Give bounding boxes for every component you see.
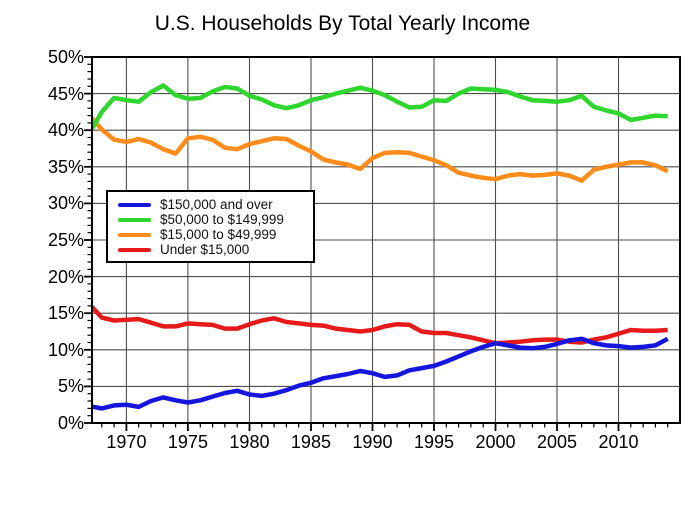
legend	[106, 190, 315, 263]
series-line-1	[90, 86, 668, 134]
y-tick-label: 40%	[47, 120, 84, 141]
x-tick-label: 1980	[229, 432, 270, 452]
y-tick-label: 10%	[47, 339, 84, 360]
y-tick-label: 15%	[47, 303, 84, 324]
y-tick-label: 25%	[47, 230, 84, 250]
legend-item	[118, 212, 309, 227]
x-tick-label: 1970	[106, 432, 147, 452]
legend-item-label: Under $15,000	[160, 242, 250, 257]
legend-item-label: $50,000 to $149,999	[160, 212, 284, 227]
series-line-2	[90, 116, 668, 181]
x-tick-label: 1975	[167, 432, 208, 452]
legend-item	[118, 242, 309, 257]
y-tick-label: 30%	[47, 193, 84, 214]
legend-item	[118, 197, 309, 212]
x-tick-label: 2000	[475, 432, 516, 452]
y-tick-label: 5%	[57, 376, 84, 397]
x-tick-label: 2010	[598, 432, 639, 452]
y-tick-label: 45%	[47, 83, 84, 104]
series-line-0	[90, 339, 668, 409]
legend-item-label: $15,000 to $49,999	[160, 227, 277, 242]
x-tick-label: 1990	[352, 432, 393, 452]
chart-title: U.S. Households By Total Yearly Income	[154, 12, 531, 35]
x-tick-label: 2005	[536, 432, 577, 452]
y-tick-label: 50%	[47, 47, 84, 67]
legend-line-swatch	[118, 248, 151, 252]
legend-line-swatch	[118, 233, 151, 237]
x-tick-label: 1985	[290, 432, 331, 452]
y-tick-label: 0%	[57, 413, 84, 433]
legend-line-swatch	[118, 203, 151, 207]
x-tick-label: 1995	[413, 432, 454, 452]
legend-line-swatch	[118, 218, 151, 222]
legend-item-label: $150,000 and over	[160, 197, 273, 212]
y-tick-label: 35%	[47, 156, 84, 177]
legend-item	[118, 227, 309, 242]
y-tick-label: 20%	[47, 266, 84, 287]
